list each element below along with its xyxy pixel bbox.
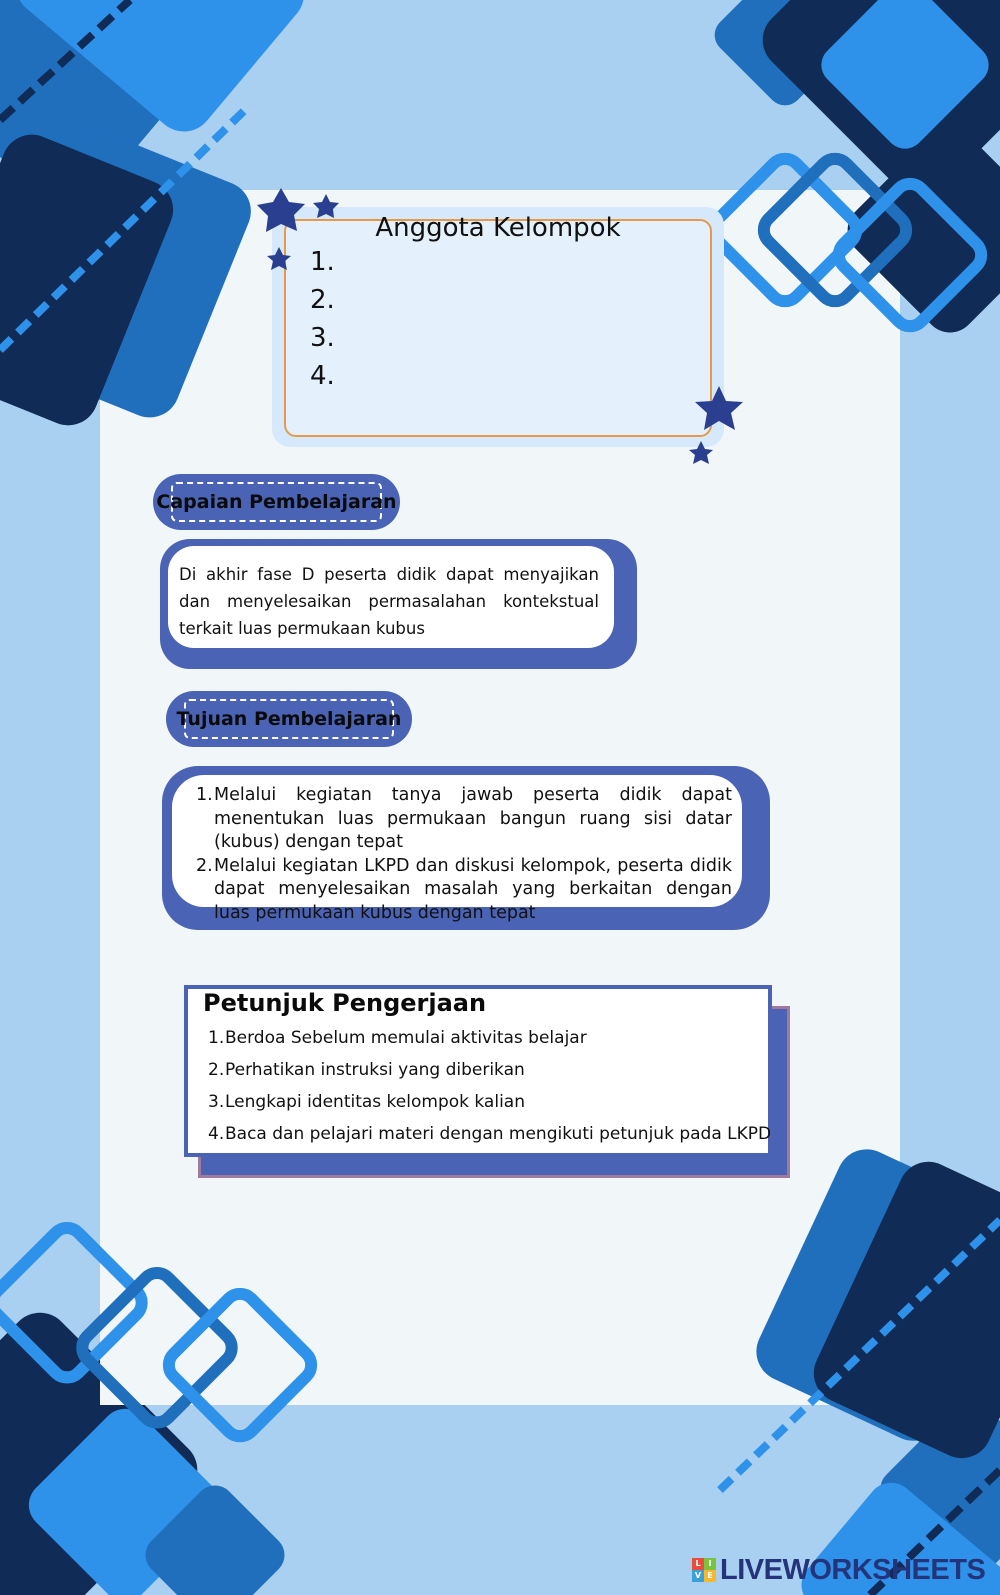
petunjuk-list <box>208 1022 771 1150</box>
list-item: 1. Berdoa Sebelum memulai aktivitas belajar <box>208 1028 587 1048</box>
star-icon <box>689 441 713 464</box>
members-title: Anggota Kelompok <box>375 213 621 243</box>
list-item: 4. Baca dan pelajari materi dengan mengikuti petunjuk pada LKPD <box>208 1124 772 1144</box>
liveworksheets-watermark[interactable] <box>692 1553 985 1587</box>
star-icon <box>257 188 305 232</box>
member-item[interactable]: 3. <box>310 323 335 353</box>
member-item[interactable]: 4. <box>310 361 335 391</box>
star-icon <box>695 386 743 430</box>
tujuan-list <box>196 784 732 925</box>
list-item: 3. Lengkapi identitas kelompok kalian <box>208 1092 525 1112</box>
capaian-heading <box>153 474 400 530</box>
star-icon <box>313 194 339 218</box>
tujuan-heading <box>166 691 412 747</box>
liveworksheets-logo-icon: L I V E <box>692 1558 716 1582</box>
capaian-text: Di akhir fase D peserta didik dapat menyajikan dan menyelesaikan permasalahan kontekstual terkait luas permukaan kubus <box>179 565 599 638</box>
petunjuk-title: Petunjuk Pengerjaan <box>203 989 487 1017</box>
member-item[interactable]: 1. <box>310 247 335 277</box>
star-icon <box>267 247 291 270</box>
tujuan-heading-label: Tujuan Pembelajaran <box>176 708 402 730</box>
list-item: 2. Melalui kegiatan LKPD dan diskusi kelompok, peserta didik dapat menyelesaikan masalah yang berkaitan dengan luas permukaan kubus dengan tepat <box>196 855 732 923</box>
capaian-heading-label: Capaian Pembelajaran <box>156 491 397 513</box>
watermark-text: LIVEWORKSHEETS <box>720 1553 986 1586</box>
list-item: 2. Perhatikan instruksi yang diberikan <box>208 1060 525 1080</box>
list-item: 1. Melalui kegiatan tanya jawab peserta didik dapat menentukan luas permukaan bangun ruang sisi datar (kubus) dengan tepat <box>196 785 732 852</box>
member-item[interactable]: 2. <box>310 285 335 315</box>
